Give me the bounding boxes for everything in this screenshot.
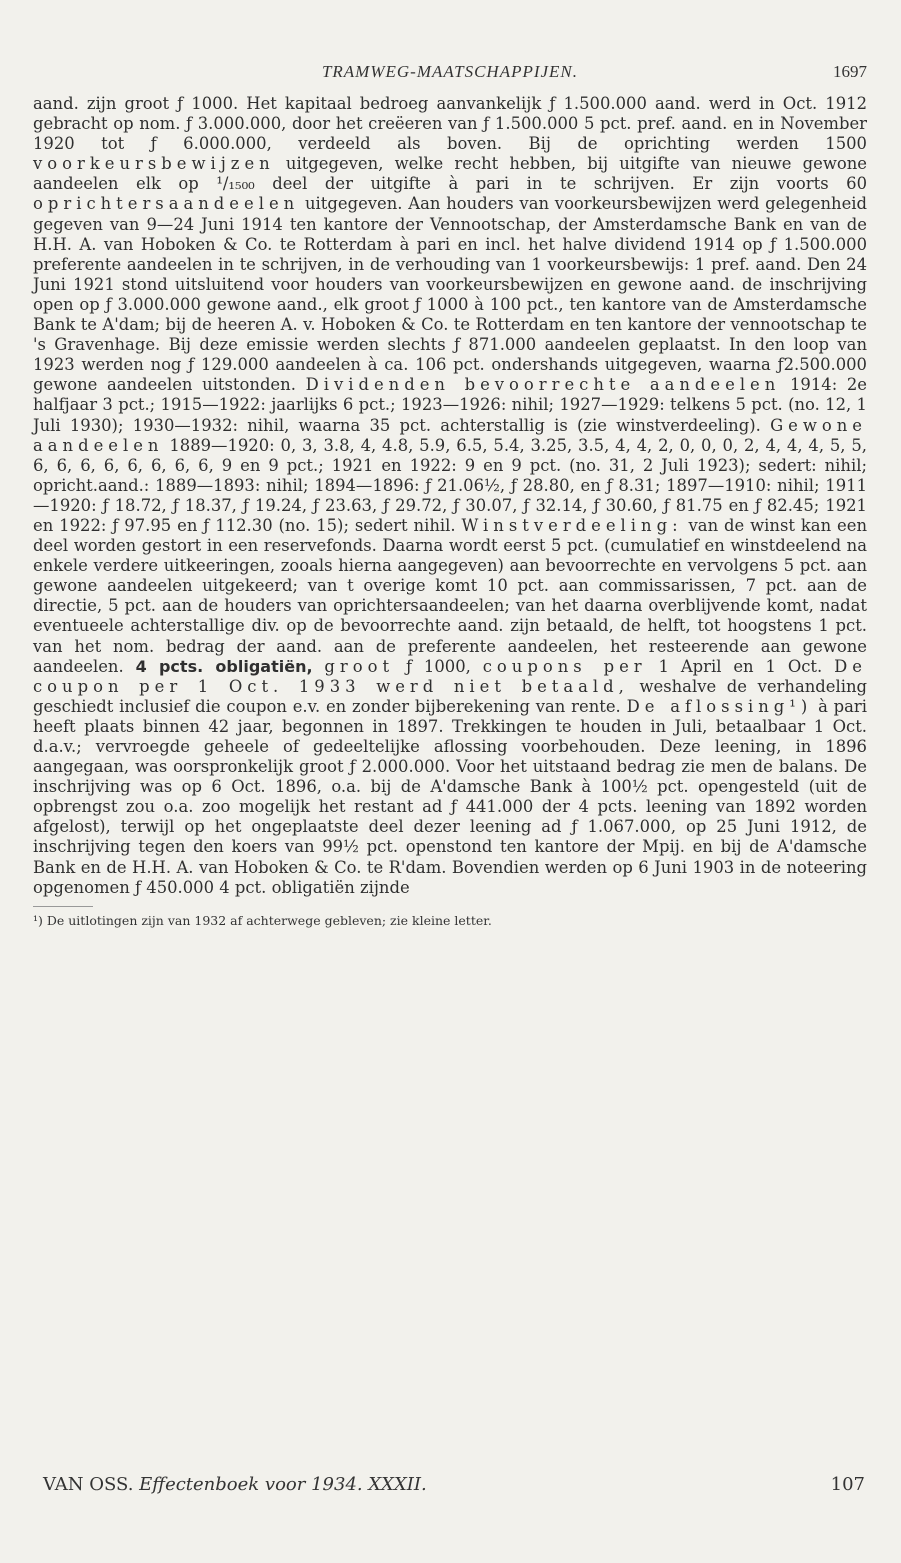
text-run: weshalve de verhandeling geschiedt inclusief die coupon e.v. en zonder bijberekening van rente. — [33, 676, 867, 716]
body-text — [33, 94, 867, 898]
header-page-number: 1697 — [833, 62, 867, 81]
text-run: aand. zijn groot ƒ 1000. Het kapitaal bedroeg aanvankelijk ƒ 1.500.000 aand. werd in Oct. 1912 gebracht op nom. ƒ 3.000.000, door het creëeren van ƒ 1.500.000 5 pct. pref. aand. en in November 1920 tot ƒ 6.000.000, verdeeld als boven. Bij de oprichting werden 1500 — [33, 94, 867, 154]
footer-publisher: VAN OSS. — [43, 1474, 134, 1495]
spaced-term: coupons per — [482, 656, 647, 676]
running-title: TRAMWEG-MAATSCHAPPIJEN. — [321, 62, 579, 81]
page — [33, 58, 867, 1518]
footnote: ¹) De uitlotingen zijn van 1932 af achterwege gebleven; zie kleine letter. — [33, 912, 492, 928]
footer-source — [43, 1474, 427, 1495]
footer-page-number: 107 — [830, 1474, 865, 1495]
footnote-divider — [33, 906, 93, 907]
text-run: 1889—1920: 0, 3, 3.8, 4, 4.8, 5.9, 6.5, 5.4, 3.25, 3.5, 4, 4, 2, 0, 0, 0, 2, 4, 4, 4, 5, 5, 6, 6, 6, 6, 6, 6, 6, 6, 9 en 9 pct.; 1921 en 1922: 9 en 9 pct. (no. 31, 2 Juli 1923); sedert: nihil; opricht.aand.: 1889—1893: nihil; 1894—1896: ƒ 21.06½, ƒ 28.80, en ƒ 8.31; 1897—1910: nihil; 1911—1920: ƒ 18.72, ƒ 18.37, ƒ 19.24, ƒ 23.63, ƒ 29.72, ƒ 30.07, ƒ 32.14, ƒ 30.60, ƒ 81.75 en ƒ 82.45; 1921 en 1922: ƒ 97.95 en ƒ 112.30 (no. 15); sedert nihil. — [33, 435, 867, 535]
text-run: van de winst kan een deel worden gestort in een reservefonds. Daarna wordt eerst 5 pct. (cumulatief en winstdeelend na enkele verdere uitkeeringen, zooals hierna aangegeven) aan bevoorrechte en vervolgens 5 pct. aan gewone aandeelen uitgekeerd; van t overige komt 10 pct. aan commissarissen, 7 pct. aan de directie, 5 pct. aan de houders van oprichtersaandeelen; van het daarna overblijvende komt, nadat eventueele achterstallige div. op de bevoorrechte aand. zijn betaald, de helft, tot hoogstens 1 pct. van het nom. bedrag der aand. aan de preferente aandeelen, het resteerende aan gewone aandeelen. — [33, 515, 868, 676]
section-heading-common-shares: Gewone aandeelen — [33, 415, 868, 455]
section-heading-dividends-preferred: Dividenden bevoorrechte aandeelen — [305, 375, 781, 395]
spaced-term: De coupon per 1 Oct. 1933 werd niet betaald, — [33, 656, 867, 696]
spaced-term: voorkeursbewijzen — [33, 154, 275, 174]
text-run: à pari heeft plaats binnen 42 jaar, begonnen in 1897. Trekkingen te houden in Juli, betaalbaar 1 Oct. d.a.v.; vervroegde geheele of gedeeltelijke aflossing voorbehouden. Deze leening, in 1896 aangegaan, was oorspronkelijk groot ƒ 2.000.000. Voor het uitstaand bedrag zie men de balans. De inschrijving was op 6 Oct. 1896, o.a. bij de A'damsche Bank à 100½ pct. opengesteld (uit de opbrengst zou o.a. zoo mogelijk het restant ad ƒ 441.000 der 4 pcts. leening van 1892 worden afgelost), terwijl op het ongeplaatste deel dezer leening ad ƒ 1.067.000, op 25 Juni 1912, de inschrijving tegen den koers van 99½ pct. openstond ten kantore der Mpij. en bij de A'damsche Bank en de H.H. A. van Hoboken & Co. te R'dam. Bovendien werden op 6 Juni 1903 in de noteering opgenomen ƒ 450.000 4 pct. obligatiën zijnde — [33, 696, 867, 897]
section-heading-bonds: 4 pcts. obligatiën, — [135, 656, 313, 676]
footer-citation: Effectenboek voor 1934. XXXII. — [139, 1474, 427, 1495]
running-header — [33, 58, 867, 88]
spaced-term: De aflossing¹) — [626, 696, 813, 716]
section-heading-profit-distribution: Winstverdeeling: — [461, 515, 683, 535]
text-run: uitgegeven, welke recht hebben, bij uitgifte van nieuwe gewone aandeelen elk op ¹/₁₅₀₀ deel der uitgifte à pari in te schrijven. Er zijn voorts 60 — [33, 154, 867, 194]
spaced-term: oprichtersaandeelen — [33, 194, 300, 214]
spaced-term: groot — [324, 656, 395, 676]
text-run: ƒ 1000, — [405, 656, 471, 676]
text-run: 1 April en 1 Oct. — [658, 656, 823, 676]
text-run: uitgegeven. Aan houders van voorkeursbewijzen werd gelegenheid gegeven van 9—24 Juni 1914 ten kantore der Vennootschap, der Amsterdamsche Bank en van de H.H. A. van Hoboken & Co. te Rotterdam à pari en incl. het halve dividend 1914 op ƒ 1.500.000 preferente aandeelen in te schrijven, in de verhouding van 1 voorkeursbewijs: 1 pref. aand. Den 24 Juni 1921 stond uitsluitend voor houders van voorkeursbewijzen en gewone aand. de inschrijving open op ƒ 3.000.000 gewone aand., elk groot ƒ 1000 à 100 pct., ten kantore van de Amsterdamsche Bank te A'dam; bij de heeren A. v. Hoboken & Co. te Rotterdam en ten kantore der vennootschap te 's Gravenhage. Bij deze emissie werden slechts ƒ 871.000 aandeelen geplaatst. In den loop van 1923 werden nog ƒ 129.000 aandeelen à ca. 106 pct. ondershands uitgegeven, waarna ƒ2.500.000 gewone aandeelen uitstonden. — [33, 194, 868, 395]
text-run: 1914: 2e halfjaar 3 pct.; 1915—1922: jaarlijks 6 pct.; 1923—1926: nihil; 1927—1929: telkens 5 pct. (no. 12, 1 Juli 1930); 1930—1932: nihil, waarna 35 pct. achterstallig is (zie winstverdeeling). — [33, 375, 867, 435]
